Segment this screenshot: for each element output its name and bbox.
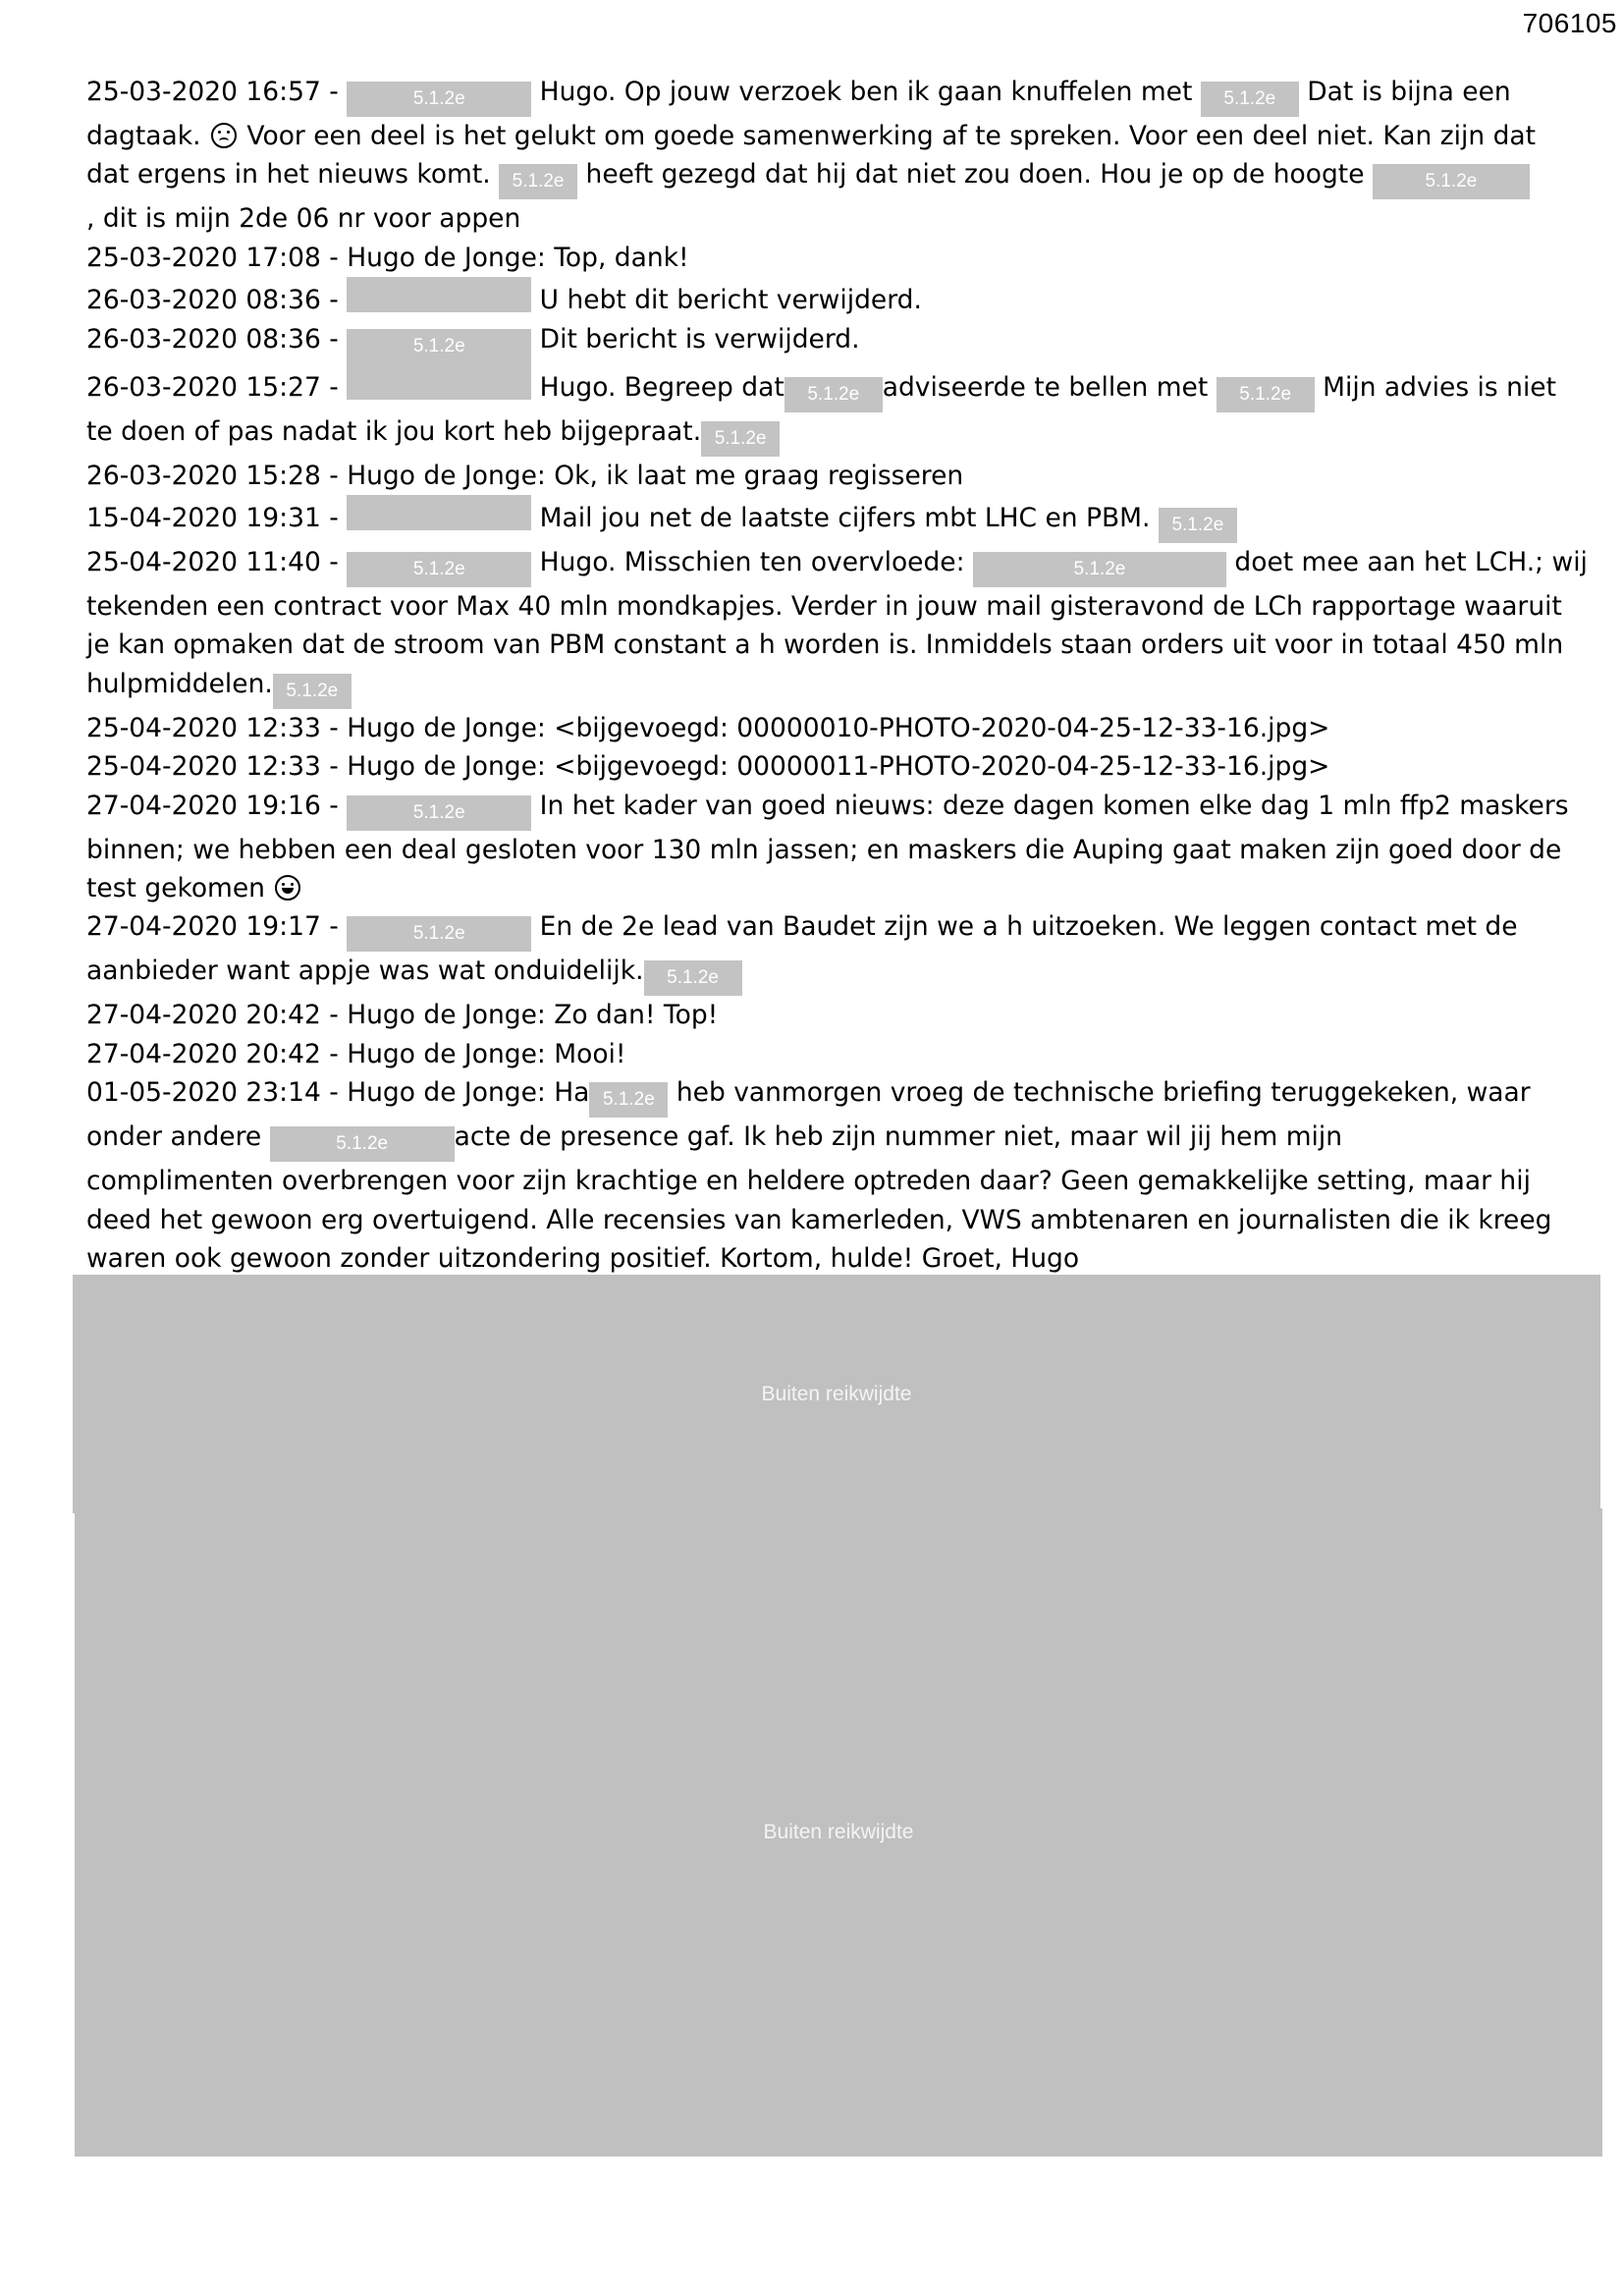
message-text: 27-04-2020 20:42 - Hugo de Jonge: Zo dan! Top!	[86, 1000, 719, 1031]
message-text: complimenten overbrengen voor zijn krachtige en heldere optreden daar? Geen gemakkelijke setting, maar hij	[86, 1166, 1531, 1197]
transcript-line	[86, 665, 1536, 709]
redaction-box: 5.1.2e	[347, 329, 531, 364]
transcript-line	[86, 907, 1536, 952]
timestamp: 25-04-2020 11:40 -	[86, 547, 339, 578]
transcript-line	[86, 1073, 1536, 1118]
timestamp: 27-04-2020 19:16 -	[86, 790, 339, 821]
document-number: 706105	[1522, 8, 1617, 38]
transcript-line	[86, 457, 1536, 495]
transcript-line	[86, 831, 1562, 869]
redaction-box	[347, 364, 531, 400]
transcript-line	[86, 869, 1536, 907]
message-text: 26-03-2020 15:28 - Hugo de Jonge: Ok, ik laat me graag regisseren	[86, 460, 964, 491]
transcript-line	[86, 1118, 1536, 1162]
transcript-line	[86, 747, 1536, 786]
redaction-box: 5.1.2e	[1159, 508, 1237, 543]
message-text: adviseerde te bellen met	[882, 371, 1209, 403]
message-text: waren ook gewoon zonder uitzondering positief. Kortom, hulde! Groet, Hugo	[86, 1243, 1080, 1275]
message-text: binnen; we hebben een deal gesloten voor 130 mln jassen; en maskers die Auping gaat maken zijn goed door de	[86, 834, 1562, 865]
transcript-line	[86, 364, 1557, 412]
sad-face-emoji-icon	[211, 123, 237, 148]
transcript-line	[86, 1162, 1536, 1200]
chat-transcript	[86, 73, 1588, 1367]
transcript-line	[86, 1035, 1536, 1073]
transcript-line	[86, 155, 1536, 199]
smiley-emoji-icon	[275, 875, 300, 901]
message-text: Mijn advies is niet	[1323, 371, 1557, 403]
message-text: 25-03-2020 17:08 - Hugo de Jonge: Top, dank!	[86, 242, 689, 273]
redaction-box: 5.1.2e	[1217, 377, 1315, 412]
redaction-box: 5.1.2e	[270, 1126, 455, 1162]
message-text: Hugo. Begreep dat	[539, 371, 784, 403]
redaction-box: 5.1.2e	[273, 674, 352, 709]
message-text: U hebt dit bericht verwijderd.	[539, 285, 922, 316]
transcript-line	[86, 587, 1562, 626]
message-text: deed het gewoon erg overtuigend. Alle recensies van kamerleden, VWS ambtenaren en journalisten die ik kreeg	[86, 1204, 1552, 1235]
transcript-line	[86, 1239, 1536, 1278]
message-text: Dat is bijna een	[1307, 77, 1511, 107]
message-text: je kan opmaken dat de stroom van PBM constant a h worden is. Inmiddels staan orders uit voor in totaal 450 mln	[86, 629, 1564, 661]
redaction-box: 5.1.2e	[1201, 82, 1299, 117]
redaction-box	[347, 495, 531, 530]
message-text: acte de presence gaf. Ik heb zijn nummer niet, maar wil jij hem mijn	[454, 1121, 1343, 1153]
message-text: Mail jou net de laatste cijfers mbt LHC en PBM.	[539, 503, 1151, 534]
message-text: Dit bericht is verwijderd.	[539, 323, 860, 355]
message-text: In het kader van goed nieuws: deze dagen komen elke dag 1 mln ffp2 maskers	[539, 790, 1569, 821]
redaction-box: 5.1.2e	[973, 552, 1226, 587]
message-text: tekenden een contract voor Max 40 mln mondkapjes. Verder in jouw mail gisteravond de LCh rapportage waaruit	[86, 591, 1562, 623]
message-text: heb vanmorgen vroeg de technische briefing teruggekeken, waar	[676, 1077, 1531, 1109]
out-of-scope-block	[73, 1275, 1600, 1513]
redaction-box: 5.1.2e	[1373, 164, 1530, 199]
transcript-line	[86, 996, 1536, 1034]
message-text: 25-04-2020 12:33 - Hugo de Jonge: <bijgevoegd: 00000011-PHOTO-2020-04-25-12-33-16.jpg>	[86, 751, 1330, 783]
redaction-box: 5.1.2e	[499, 164, 577, 199]
out-of-scope-block	[75, 1508, 1602, 2157]
message-text: test gekomen	[86, 873, 265, 904]
message-text: Voor een deel is het gelukt om goede samenwerking af te spreken. Voor een deel niet. Kan zijn dat	[246, 121, 1537, 151]
message-text: 01-05-2020 23:14 - Hugo de Jonge: Ha	[86, 1077, 590, 1109]
redaction-box	[347, 277, 531, 312]
redaction-box: 5.1.2e	[701, 421, 780, 457]
transcript-line	[86, 239, 1536, 277]
message-text: hulpmiddelen.	[86, 668, 273, 699]
redaction-box: 5.1.2e	[347, 916, 531, 952]
transcript-line	[86, 709, 1536, 747]
timestamp: 15-04-2020 19:31 -	[86, 503, 339, 534]
message-text: dagtaak.	[86, 121, 201, 151]
transcript-line	[86, 117, 1536, 155]
redaction-box: 5.1.2e	[347, 552, 531, 587]
message-text: Hugo. Op jouw verzoek ben ik gaan knuffelen met	[539, 77, 1193, 107]
timestamp: 26-03-2020 08:36 -	[86, 323, 339, 355]
transcript-line	[86, 543, 1588, 587]
transcript-line	[86, 320, 1536, 364]
timestamp: 25-03-2020 16:57 -	[86, 77, 339, 107]
transcript-line	[86, 787, 1569, 831]
transcript-line	[86, 952, 1536, 996]
transcript-line	[86, 495, 1536, 543]
redaction-box: 5.1.2e	[347, 795, 531, 831]
timestamp: 26-03-2020 15:27 -	[86, 371, 339, 403]
transcript-line	[86, 626, 1564, 664]
message-text: aanbieder want appje was wat onduidelijk.	[86, 956, 644, 987]
out-of-scope-label: Buiten reikwijdte	[761, 1382, 912, 1405]
redaction-box: 5.1.2e	[784, 377, 883, 412]
transcript-line	[86, 1201, 1552, 1239]
message-text: onder andere	[86, 1121, 262, 1153]
transcript-line	[86, 277, 1536, 319]
message-text: Hugo. Misschien ten overvloede:	[539, 547, 965, 578]
transcript-line	[86, 73, 1536, 117]
message-text: , dit is mijn 2de 06 nr voor appen	[86, 203, 521, 235]
message-text: 27-04-2020 20:42 - Hugo de Jonge: Mooi!	[86, 1038, 626, 1069]
message-text: doet mee aan het LCH.; wij	[1234, 547, 1588, 578]
redaction-box: 5.1.2e	[589, 1082, 668, 1118]
message-text: te doen of pas nadat ik jou kort heb bijgepraat.	[86, 415, 702, 447]
transcript-line	[86, 412, 1536, 457]
out-of-scope-label: Buiten reikwijdte	[763, 1821, 914, 1843]
transcript-line	[86, 199, 1536, 238]
message-text: heeft gezegd dat hij dat niet zou doen. Hou je op de hoogte	[585, 159, 1365, 191]
redaction-box: 5.1.2e	[644, 960, 742, 996]
timestamp: 27-04-2020 19:17 -	[86, 911, 339, 943]
redaction-box: 5.1.2e	[347, 82, 531, 117]
message-text: En de 2e lead van Baudet zijn we a h uitzoeken. We leggen contact met de	[539, 911, 1518, 943]
message-text: dat ergens in het nieuws komt.	[86, 159, 491, 191]
timestamp: 26-03-2020 08:36 -	[86, 285, 339, 316]
message-text: 25-04-2020 12:33 - Hugo de Jonge: <bijgevoegd: 00000010-PHOTO-2020-04-25-12-33-16.jpg>	[86, 712, 1330, 743]
